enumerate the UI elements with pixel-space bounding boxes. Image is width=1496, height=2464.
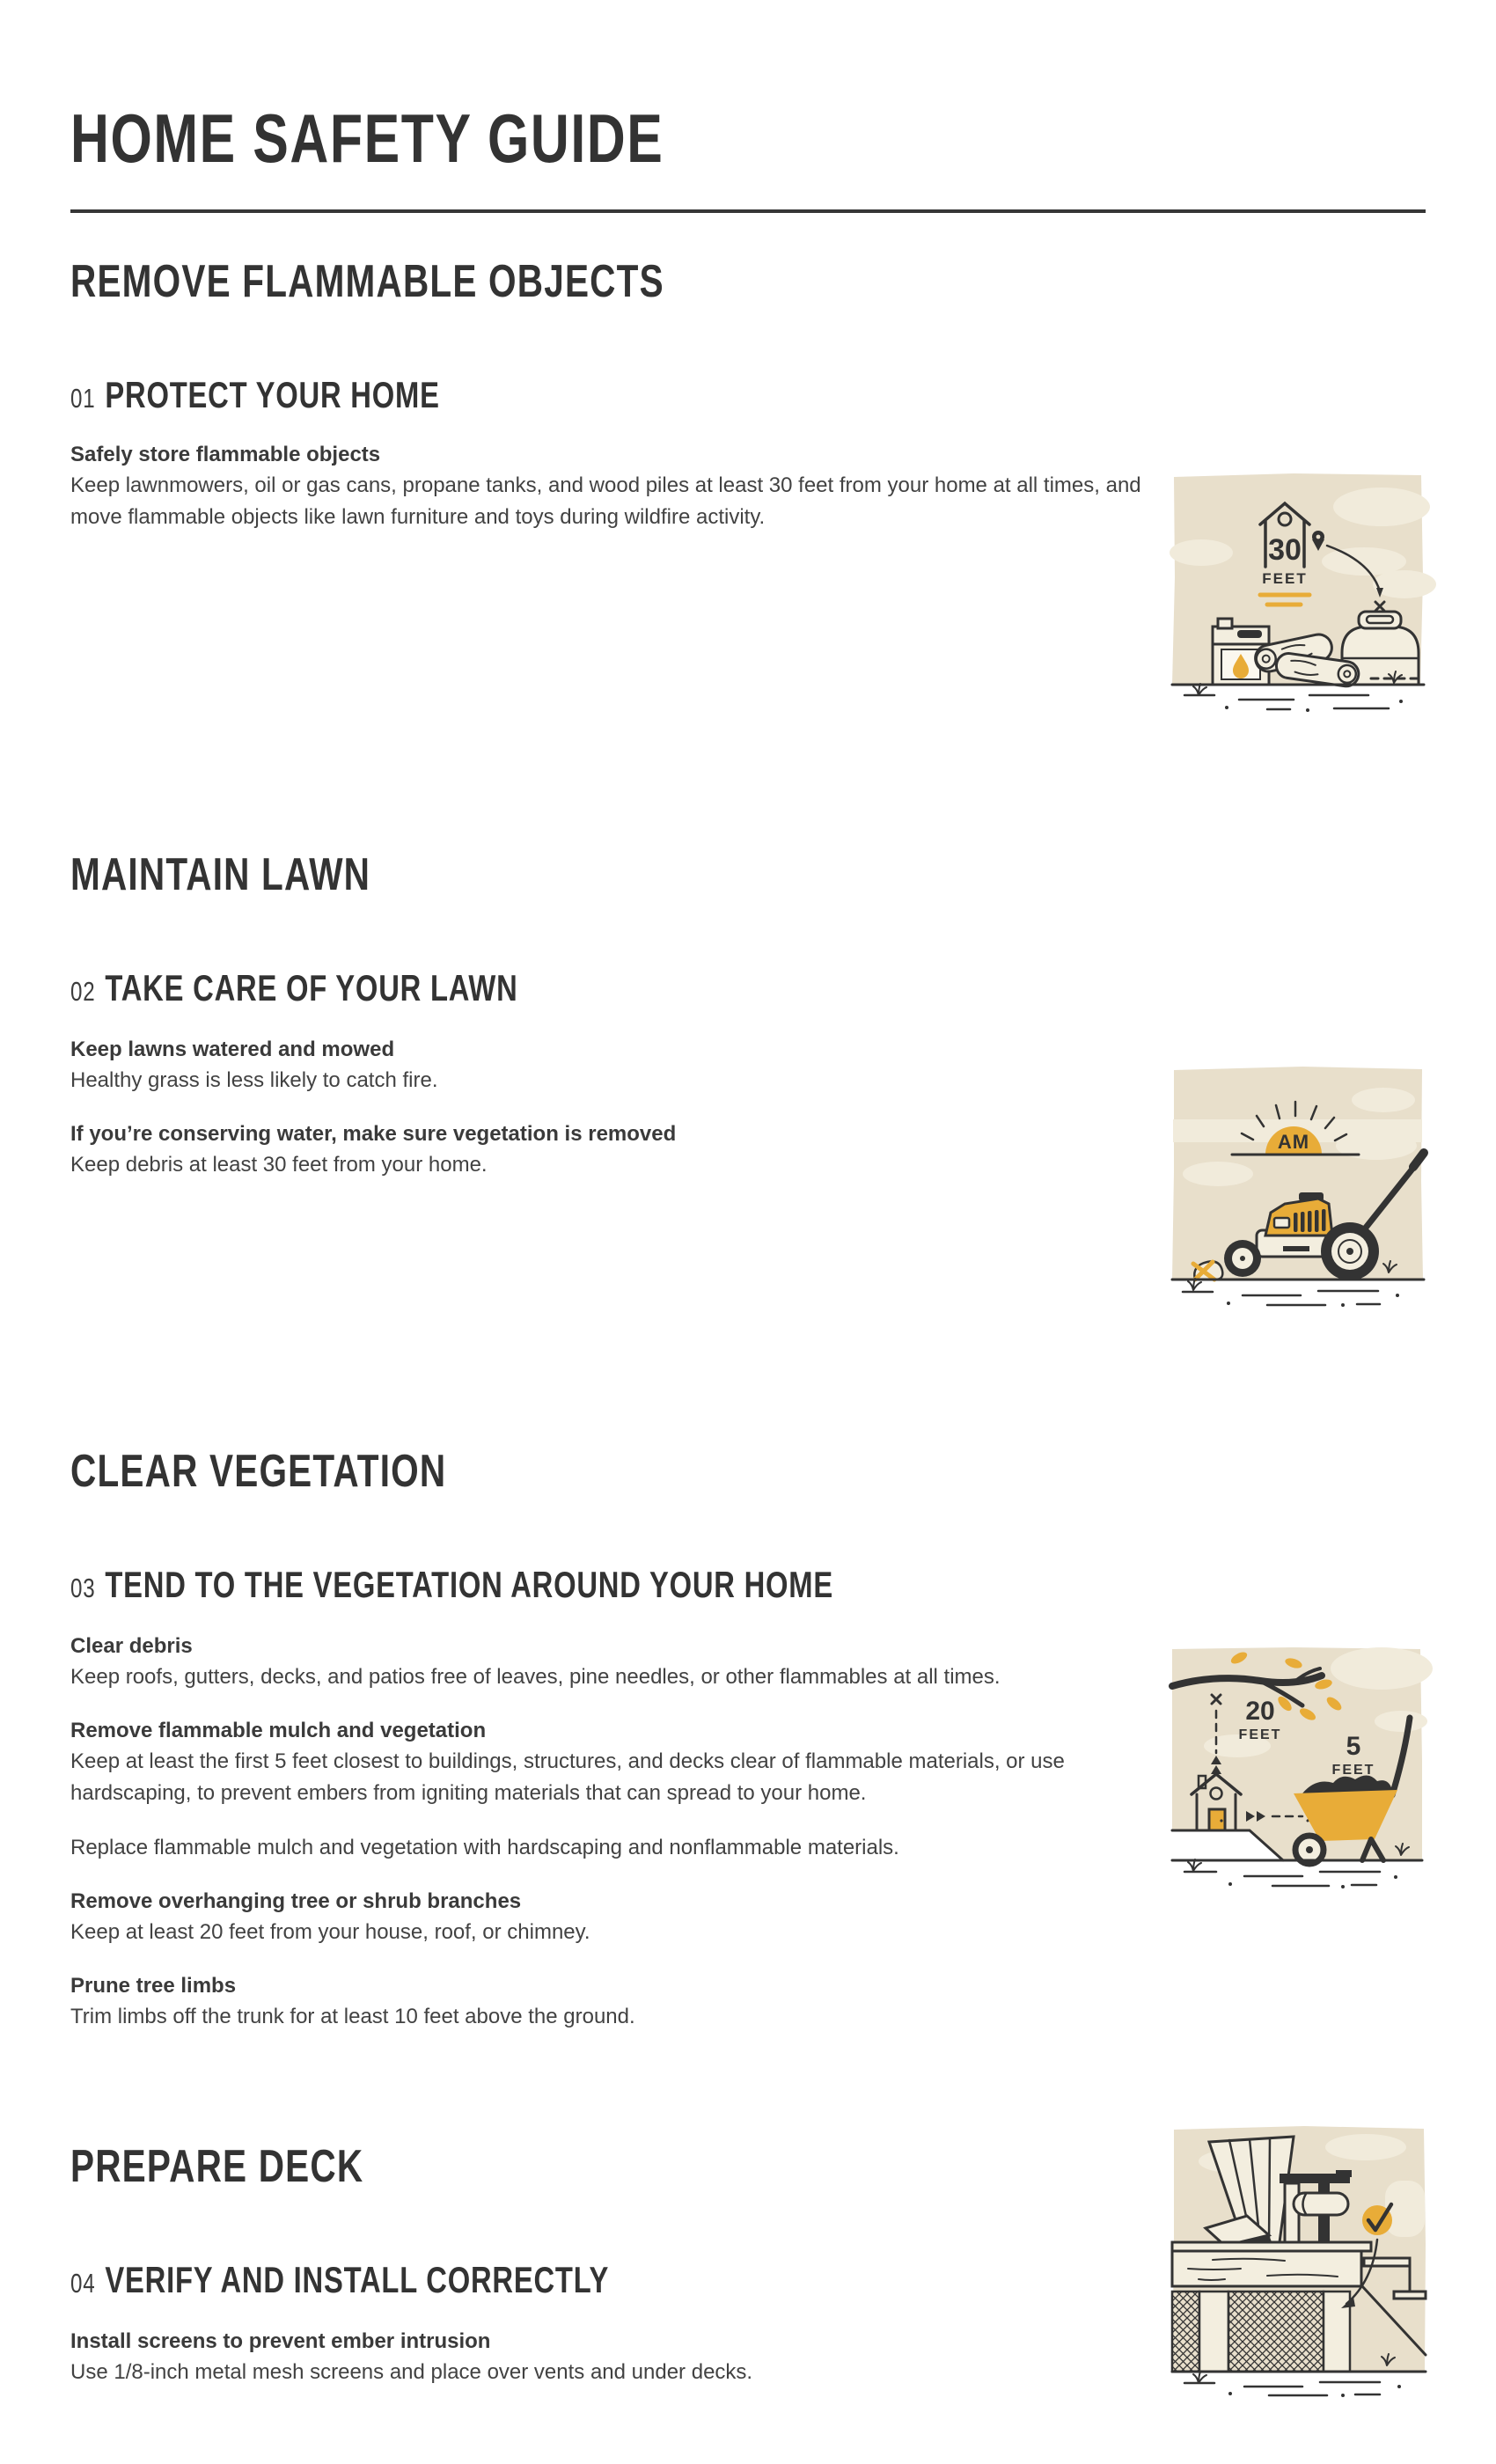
item-heading (70, 967, 1127, 1008)
ground-dashes (1184, 1872, 1397, 1888)
text-lead: Install screens to prevent ember intrusion (70, 2329, 491, 2353)
item-title: PROTECT YOUR HOME (105, 374, 440, 415)
tree-distance-unit: FEET (1238, 1727, 1282, 1742)
mulch-distance-value: 5 (1346, 1732, 1361, 1761)
illustration-flammable-storage (1162, 454, 1436, 718)
text-block (70, 1887, 1153, 1948)
mulch-distance-unit: FEET (1331, 1763, 1375, 1778)
title-divider (70, 209, 1426, 213)
section-heading: MAINTAIN LAWN (70, 849, 371, 900)
text-block (70, 1716, 1153, 1809)
text-block (70, 1632, 1153, 1693)
text-lead: Prune tree limbs (70, 1974, 237, 1998)
ground-dashes (1184, 695, 1403, 712)
text-body: Keep roofs, gutters, decks, and patios free of leaves, pine needles, or other flammables at all times. (70, 1665, 1001, 1689)
item-number: 03 (70, 1573, 96, 1603)
item-title: TAKE CARE OF YOUR LAWN (105, 967, 518, 1008)
tree-distance-value: 20 (1245, 1697, 1275, 1726)
stair-tread-2 (1394, 2292, 1426, 2299)
text-body: Keep debris at least 30 feet from your home. (70, 1153, 488, 1177)
ground-dashes (1183, 1291, 1399, 1307)
text-block (70, 440, 1153, 533)
text-body: Trim limbs off the trunk for at least 10 feet above the ground. (70, 2005, 635, 2028)
item-heading (70, 374, 1127, 415)
text-body: Use 1/8-inch metal mesh screens and place over vents and under decks. (70, 2360, 753, 2384)
distance-value-label: 30 (1268, 533, 1302, 567)
text-body: Replace flammable mulch and vegetation with hardscaping and nonflammable materials. (70, 1836, 899, 1859)
text-body: Keep lawnmowers, oil or gas cans, propane tanks, and wood piles at least 30 feet from your home at all times, and move flammable objects like lawn furniture and toys during wildfire activity. (70, 473, 1141, 529)
section-heading: REMOVE FLAMMABLE OBJECTS (70, 256, 664, 307)
text-lead: Remove flammable mulch and vegetation (70, 1719, 487, 1742)
item-title: TEND TO THE VEGETATION AROUND YOUR HOME (105, 1564, 834, 1605)
text-lead: If you’re conserving water, make sure vegetation is removed (70, 1122, 677, 1146)
house-door (1209, 1809, 1225, 1830)
text-block (70, 1832, 1153, 1864)
illustration-deck-mesh (1163, 2112, 1438, 2402)
section-heading: PREPARE DECK (70, 2141, 364, 2192)
text-block (70, 1971, 1153, 2033)
distance-unit-label: FEET (1262, 570, 1308, 587)
item-number: 01 (70, 383, 96, 414)
text-body: Healthy grass is less likely to catch fire. (70, 1068, 438, 1092)
text-lead: Clear debris (70, 1634, 193, 1658)
front-wheel (1321, 1222, 1379, 1280)
item-title: VERIFY AND INSTALL CORRECTLY (105, 2259, 610, 2300)
illustration-vegetation-clearance (1162, 1630, 1436, 1896)
ground-dashes (1184, 2382, 1401, 2397)
sun-label: AM (1277, 1131, 1310, 1153)
item-number: 02 (70, 976, 96, 1007)
item-number: 04 (70, 2268, 96, 2299)
item-heading (70, 2259, 1127, 2300)
text-lead: Keep lawns watered and mowed (70, 1038, 395, 1061)
text-body: Keep at least 20 feet from your house, roof, or chimney. (70, 1920, 590, 1944)
text-block (70, 1119, 1153, 1181)
text-body: Keep at least the first 5 feet closest to buildings, structures, and decks clear of flammable materials, or use hardscaping, to prevent embers from igniting materials that can spread to your home. (70, 1749, 1065, 1805)
item-heading (70, 1566, 1127, 1603)
page-title: HOME SAFETY GUIDE (70, 99, 664, 177)
text-block (70, 2327, 1153, 2388)
section-heading: CLEAR VEGETATION (70, 1446, 447, 1497)
text-lead: Remove overhanging tree or shrub branches (70, 1889, 522, 1913)
mesh-screens (1172, 2292, 1350, 2372)
text-lead: Safely store flammable objects (70, 443, 381, 466)
text-block (70, 1035, 1153, 1096)
illustration-lawn-mower (1162, 1049, 1436, 1313)
rear-wheel (1224, 1240, 1261, 1277)
